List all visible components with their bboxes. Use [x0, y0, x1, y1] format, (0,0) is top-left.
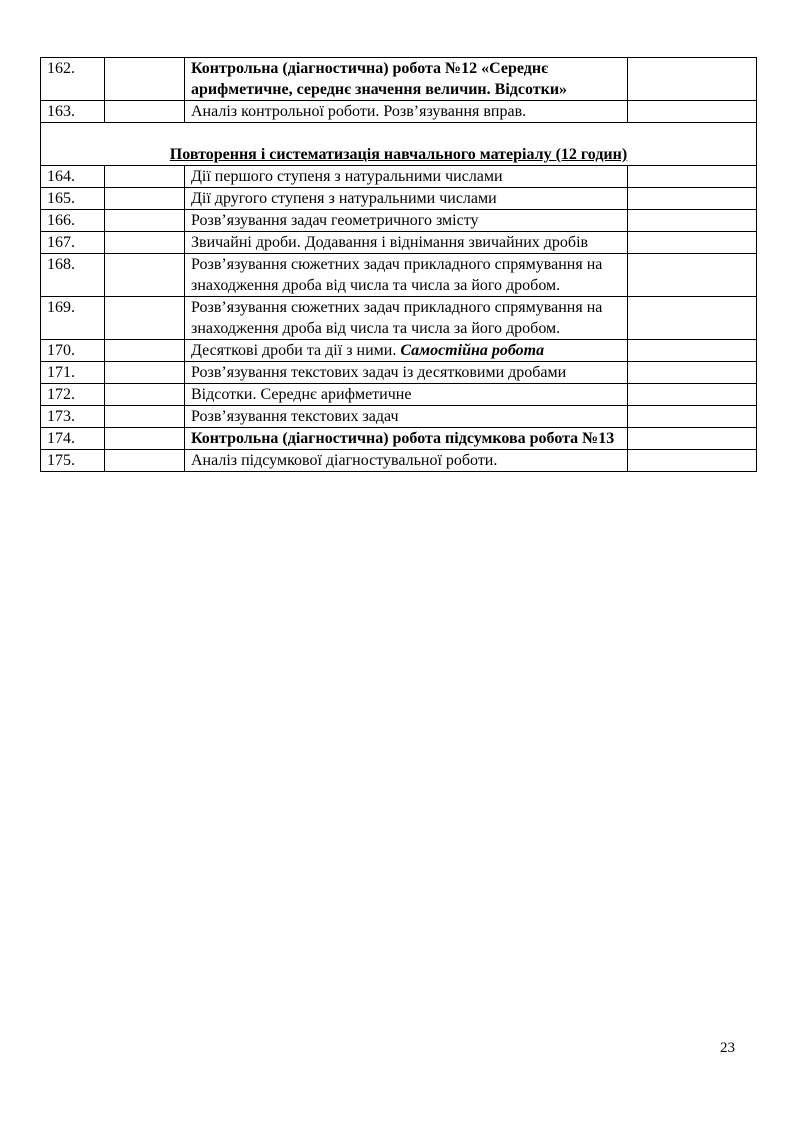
row-number: 167.: [41, 232, 105, 254]
note-cell: [628, 58, 757, 101]
date-cell: [105, 406, 185, 428]
row-number: 168.: [41, 254, 105, 297]
row-topic: Розв’язування сюжетних задач прикладного спрямування на знаходження дроба від числа та числа за його дробом.: [185, 254, 628, 297]
row-topic: Звичайні дроби. Додавання і віднімання звичайних дробів: [185, 232, 628, 254]
date-cell: [105, 297, 185, 340]
row-topic-text: Десяткові дроби та дії з ними.: [191, 342, 401, 359]
table-row: [41, 254, 757, 297]
row-number: 170.: [41, 340, 105, 362]
table-row: [41, 297, 757, 340]
note-cell: [628, 384, 757, 406]
row-number: 166.: [41, 210, 105, 232]
note-cell: [628, 362, 757, 384]
note-cell: [628, 210, 757, 232]
row-topic: [185, 340, 628, 362]
date-cell: [105, 340, 185, 362]
note-cell: [628, 254, 757, 297]
row-number: 174.: [41, 428, 105, 450]
independent-work-label: Самостійна робота: [400, 342, 545, 359]
row-topic: Розв’язування текстових задач: [185, 406, 628, 428]
note-cell: [628, 188, 757, 210]
row-number: 172.: [41, 384, 105, 406]
note-cell: [628, 101, 757, 123]
table-row: [41, 406, 757, 428]
row-number: 164.: [41, 166, 105, 188]
table-row: [41, 210, 757, 232]
row-topic: Аналіз підсумкової діагностувальної роботи.: [185, 450, 628, 472]
row-number: 173.: [41, 406, 105, 428]
date-cell: [105, 428, 185, 450]
note-cell: [628, 340, 757, 362]
table-row: [41, 188, 757, 210]
table-row: [41, 384, 757, 406]
date-cell: [105, 384, 185, 406]
table-row: [41, 340, 757, 362]
row-number: 175.: [41, 450, 105, 472]
note-cell: [628, 166, 757, 188]
row-number: 169.: [41, 297, 105, 340]
row-number: 163.: [41, 101, 105, 123]
note-cell: [628, 297, 757, 340]
table-row: [41, 58, 757, 101]
row-topic: Розв’язування текстових задач із десятковими дробами: [185, 362, 628, 384]
date-cell: [105, 188, 185, 210]
date-cell: [105, 362, 185, 384]
note-cell: [628, 428, 757, 450]
section-header-row: [41, 123, 757, 166]
date-cell: [105, 166, 185, 188]
table-row: [41, 101, 757, 123]
table-row: [41, 232, 757, 254]
page-number: 23: [720, 1040, 735, 1056]
date-cell: [105, 450, 185, 472]
row-topic: Дії другого ступеня з натуральними числами: [185, 188, 628, 210]
row-topic: Розв’язування задач геометричного змісту: [185, 210, 628, 232]
date-cell: [105, 232, 185, 254]
note-cell: [628, 232, 757, 254]
date-cell: [105, 58, 185, 101]
lesson-plan-table: [40, 57, 757, 472]
note-cell: [628, 450, 757, 472]
date-cell: [105, 210, 185, 232]
section-title: Повторення і систематизація навчального матеріалу (12 годин): [41, 123, 757, 166]
row-number: 165.: [41, 188, 105, 210]
row-topic: Контрольна (діагностична) робота №12 «Середнє арифметичне, середнє значення величин. Відсотки»: [185, 58, 628, 101]
date-cell: [105, 101, 185, 123]
row-topic: Розв’язування сюжетних задач прикладного спрямування на знаходження дроба від числа та числа за його дробом.: [185, 297, 628, 340]
row-topic: Контрольна (діагностична) робота підсумкова робота №13: [185, 428, 628, 450]
row-topic: Відсотки. Середнє арифметичне: [185, 384, 628, 406]
table-row: [41, 362, 757, 384]
row-topic: Дії першого ступеня з натуральними числами: [185, 166, 628, 188]
row-number: 171.: [41, 362, 105, 384]
table-row: [41, 428, 757, 450]
date-cell: [105, 254, 185, 297]
row-number: 162.: [41, 58, 105, 101]
table-row: [41, 166, 757, 188]
table-row: [41, 450, 757, 472]
row-topic: Аналіз контрольної роботи. Розв’язування вправ.: [185, 101, 628, 123]
note-cell: [628, 406, 757, 428]
